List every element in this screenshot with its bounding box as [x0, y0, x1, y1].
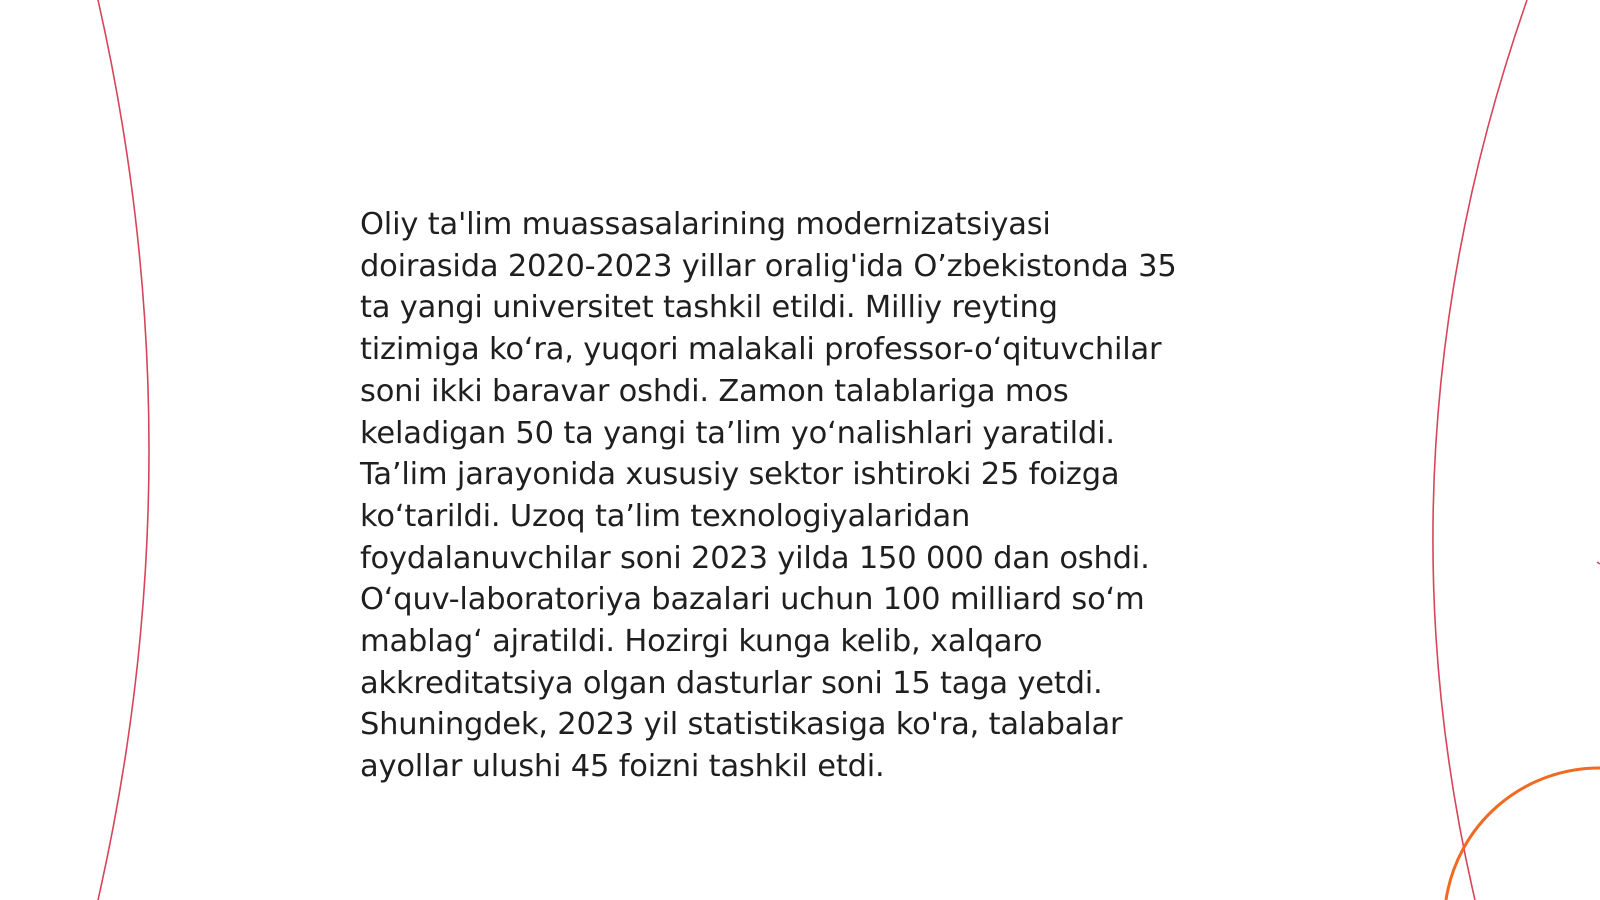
- paragraph-line: tizimiga ko‘ra, yuqori malakali professor-o‘qituvchilar: [360, 332, 1162, 368]
- paragraph-line: Ta’lim jarayonida xususiy sektor ishtiroki 25 foizga: [360, 457, 1120, 493]
- right-arc-line: [1433, 0, 1527, 900]
- left-arc-line: [98, 0, 149, 900]
- body-paragraph: [360, 204, 1240, 788]
- paragraph-line: mablag‘ ajratildi. Hozirgi kunga kelib, xalqaro: [360, 624, 1043, 660]
- paragraph-line: Oliy ta'lim muassasalarining modernizatsiyasi: [360, 207, 1051, 242]
- paragraph-line: Shuningdek, 2023 yil statistikasiga ko'ra, talabalar: [360, 707, 1123, 743]
- paragraph-line: keladigan 50 ta yangi ta’lim yo‘nalishlari yaratildi.: [360, 415, 1115, 451]
- corner-circle-arc: [1446, 768, 1600, 900]
- paragraph-line: ta yangi universitet tashkil etildi. Milliy reyting: [360, 290, 1058, 326]
- paragraph-line: ayollar ulushi 45 foizni tashkil etdi.: [360, 749, 885, 785]
- paragraph-line: akkreditatsiya olgan dasturlar soni 15 taga yetdi.: [360, 665, 1103, 701]
- paragraph-line: ko‘tarildi. Uzoq ta’lim texnologiyalaridan: [360, 498, 971, 534]
- paragraph-line: soni ikki baravar oshdi. Zamon talablariga mos: [360, 373, 1069, 409]
- paragraph-line: foydalanuvchilar soni 2023 yilda 150 000 dan oshdi.: [360, 540, 1150, 576]
- paragraph-line: O‘quv-laboratoriya bazalari uchun 100 milliard so‘m: [360, 582, 1145, 618]
- paragraph-line: doirasida 2020-2023 yillar oralig'ida O’zbekistonda 35: [360, 248, 1177, 284]
